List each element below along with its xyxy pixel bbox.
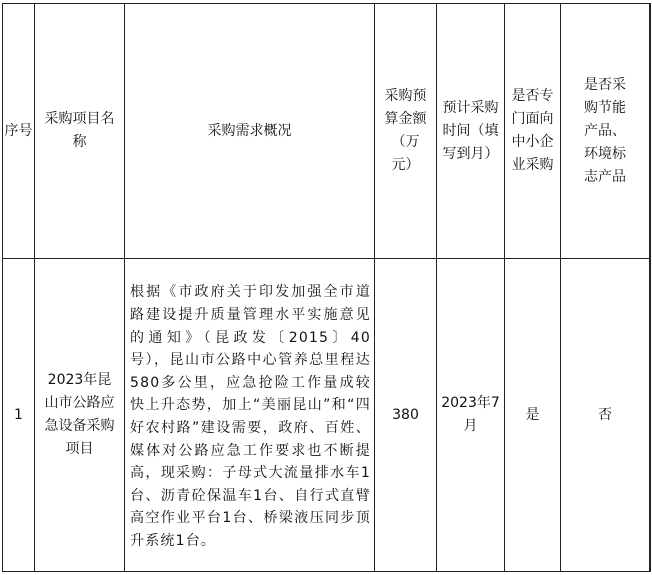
procurement-plan-table <box>2 3 651 572</box>
cell-planned-time: 2023年7月 <box>437 259 505 572</box>
header-project-name: 采购项目名称 <box>35 4 125 259</box>
table-header-row <box>3 4 651 259</box>
header-sme-only: 是否专门面向中小企业采购 <box>505 4 561 259</box>
cell-index: 1 <box>3 259 35 572</box>
header-index: 序号 <box>3 4 35 259</box>
header-green-product: 是否采购节能产品、环境标志产品 <box>561 4 650 259</box>
cell-sme-only: 是 <box>505 259 561 572</box>
cell-budget: 380 <box>375 259 437 572</box>
header-requirements: 采购需求概况 <box>125 4 375 259</box>
cell-project-name: 2023年昆山市公路应急设备采购项目 <box>35 259 125 572</box>
header-remarks <box>650 4 651 259</box>
cell-requirements: 根据《市政府关于印发加强全市道路建设提升质量管理水平实施意见的通知》（昆政发〔2015〕40号），昆山市公路中心管养总里程达580多公里，应急抢险工作量成较快上升态势，加上“美丽昆山”和“四好农村路”建设需要，政府、百姓、媒体对公路应急工作要求也不断提高，现采购：子母式大流量排水车1台、沥青砼保温车1台、自行式直臂高空作业平台1台、桥梁液压同步顶升系统1台。 <box>125 259 375 572</box>
cell-green-product: 否 <box>561 259 650 572</box>
cell-remarks <box>650 259 651 572</box>
header-budget: 采购预算金额（万元） <box>375 4 437 259</box>
header-planned-time: 预计采购时间（填写到月） <box>437 4 505 259</box>
table-row <box>3 259 651 572</box>
